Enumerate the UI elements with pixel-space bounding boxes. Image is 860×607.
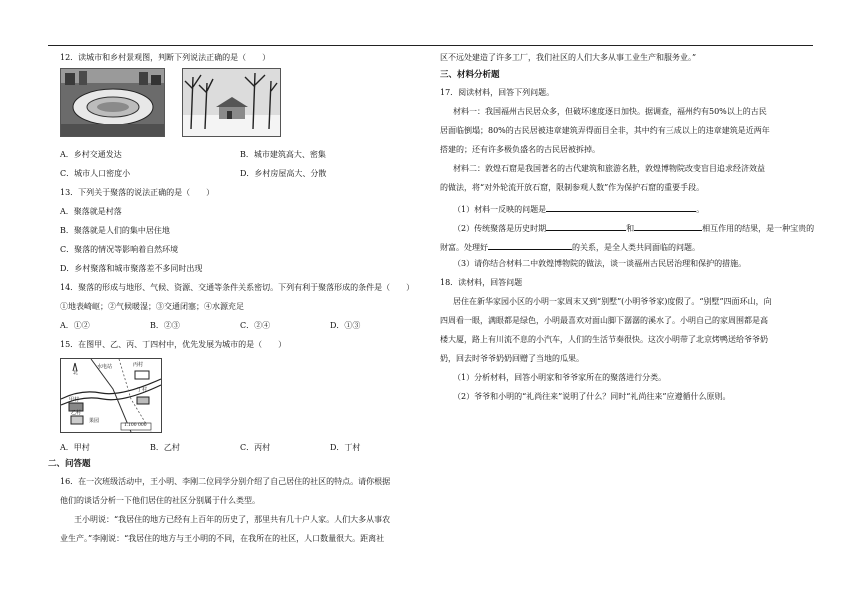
map-bing-label: 丙村 (133, 362, 144, 368)
q14-option-c: C．②④ (240, 321, 271, 330)
q17-line-6: 的做法，将“对外轮流开放石窟，限制参观人数”作为保护石窟的重要手段。 (440, 183, 705, 192)
q15-option-c: C．丙村 (240, 443, 271, 452)
q18-line-2: 居住在新华家园小区的小明一家周末又到“别墅”(小明爷爷家)度假了。“别墅”四面环山，向 (453, 297, 772, 306)
q13-stem: 13．下列关于聚落的说法正确的是（ ） (60, 188, 215, 197)
answer-blank-4[interactable] (488, 241, 572, 250)
map-yi-label: 乙村 (71, 410, 82, 416)
q14-option-a: A．①② (60, 321, 90, 330)
section-2-heading: 二、问答题 (48, 459, 91, 469)
q17-sub-2: （2）传统聚落是历史时期 和 相互作用的结果，是一种宝贵的 (453, 224, 815, 233)
q16-line-5: 区不远处建造了许多工厂，我们社区的人们大多从事工业生产和服务业。” (440, 53, 697, 62)
q16-line-4: 业生产。”李刚说：“我居住的地方与王小明的不同，在我所在的社区，人口数量很大。距离社 (60, 534, 385, 543)
map-station-label: 水电站 (97, 364, 113, 370)
q15-option-b: B．乙村 (150, 443, 180, 452)
q14-stem: 14．聚落的形成与地形、气候、资源、交通等条件关系密切。下列有利于聚落形成的条件是（ ） (60, 283, 415, 292)
q18-line-3: 四周看一眼，满眼都是绿色，小明最喜欢对面山脚下潺潺的溪水了。小明自己的家周围都是高 (440, 316, 768, 325)
q18-line-1: 18．读材料，回答问题 (440, 278, 523, 287)
q16-line-1: 16．在一次班级活动中，王小明、李刚二位同学分别介绍了自己居住的社区的特点。请你根据 (60, 477, 391, 486)
map-jia-label: 甲村 (69, 397, 80, 403)
city-photo (60, 68, 165, 137)
q18-sub-1: （1）分析材料，回答小明家和爷爷家所在的聚落进行分类。 (453, 373, 667, 382)
answer-blank-2[interactable] (546, 222, 626, 231)
q14-option-b: B．②③ (150, 321, 180, 330)
q16-line-3: 王小明说：“我居住的地方已经有上百年的历史了，那里共有几十户人家。人们大多从事农 (74, 515, 391, 524)
q14-items: ①地表崎岖；②气候暖湿；③交通闭塞；④水源充足 (60, 302, 244, 311)
map-scale-label: 1∶100 000 (124, 423, 147, 428)
q18-line-5: 奶，回去时爷爷奶奶回赠了当地的瓜果。 (440, 354, 584, 363)
answer-blank-1[interactable] (546, 203, 696, 212)
q17-line-3: 居面临倒塌；80%的古民居被违章建筑弄得面目全非，其中约有三成以上的违章建筑是近两年 (440, 126, 770, 135)
q17-sub-3: （3）请你结合材料二中敦煌博物院的做法，谈一谈福州古民居治理和保护的措施。 (453, 259, 747, 268)
map-north-label: 北 (73, 370, 79, 376)
q12-stem: 12．读城市和乡村景观图，判断下列说法正确的是（ ） (60, 53, 271, 62)
q15-stem: 15．在图甲、乙、丙、丁四村中，优先发展为城市的是（ ） (60, 340, 287, 349)
q13-option-b: B．聚落就是人们的集中居住地 (60, 226, 170, 235)
q13-option-c: C．聚落的情况等影响着自然环境 (60, 245, 179, 254)
village-photo (182, 68, 281, 137)
q14-option-d: D．①③ (330, 321, 361, 330)
q17-sub-1: （1）材料一反映的问题是 。 (453, 205, 705, 214)
q17-line-1: 17．阅读材料，回答下列问题。 (440, 88, 555, 97)
q18-line-4: 楼大厦，路上有川流不息的小汽车，人们的生活节奏很快。这次小明带了北京烤鸭送给爷爷奶 (440, 335, 768, 344)
q15-option-d: D．丁村 (330, 443, 361, 452)
q12-option-c: C．城市人口密度小 (60, 169, 131, 178)
map-orchard-label: 果园 (89, 418, 100, 424)
q12-option-b: B．城市建筑高大、密集 (240, 150, 326, 159)
q17-line-5: 材料二：敦煌石窟是我国著名的古代建筑和旅游名胜，敦煌博物院改变盲目追求经济效益 (453, 164, 765, 173)
q17-line-2: 材料一：我国福州古民居众多，但破坏速度逐日加快。据调查，福州约有50%以上的古民 (453, 107, 767, 116)
q15-option-a: A．甲村 (60, 443, 90, 452)
q13-option-a: A．聚落就是村落 (60, 207, 122, 216)
q12-option-d: D．乡村房屋高大、分散 (240, 169, 327, 178)
q17-line-4: 搭建的；还有许多极负盛名的古民居被拆掉。 (440, 145, 600, 154)
q17-sub-2-cont: 财富。处理好 的关系，是全人类共同面临的问题。 (440, 243, 700, 252)
map-ding-label: 丁村 (137, 387, 148, 393)
section-3-heading: 三、材料分析题 (440, 70, 500, 80)
q18-sub-2: （2）爷爷和小明的“礼尚往来”说明了什么？同时“礼尚往来”应遵循什么原则。 (453, 392, 731, 401)
q16-line-2: 他们的谈话分析一下他们居住的社区分别属于什么类型。 (60, 496, 260, 505)
q13-option-d: D．乡村聚落和城市聚落差不多同时出现 (60, 264, 203, 273)
header-rule (48, 45, 813, 46)
q12-option-a: A．乡村交通发达 (60, 150, 122, 159)
answer-blank-3[interactable] (634, 222, 702, 231)
village-map (60, 358, 162, 433)
